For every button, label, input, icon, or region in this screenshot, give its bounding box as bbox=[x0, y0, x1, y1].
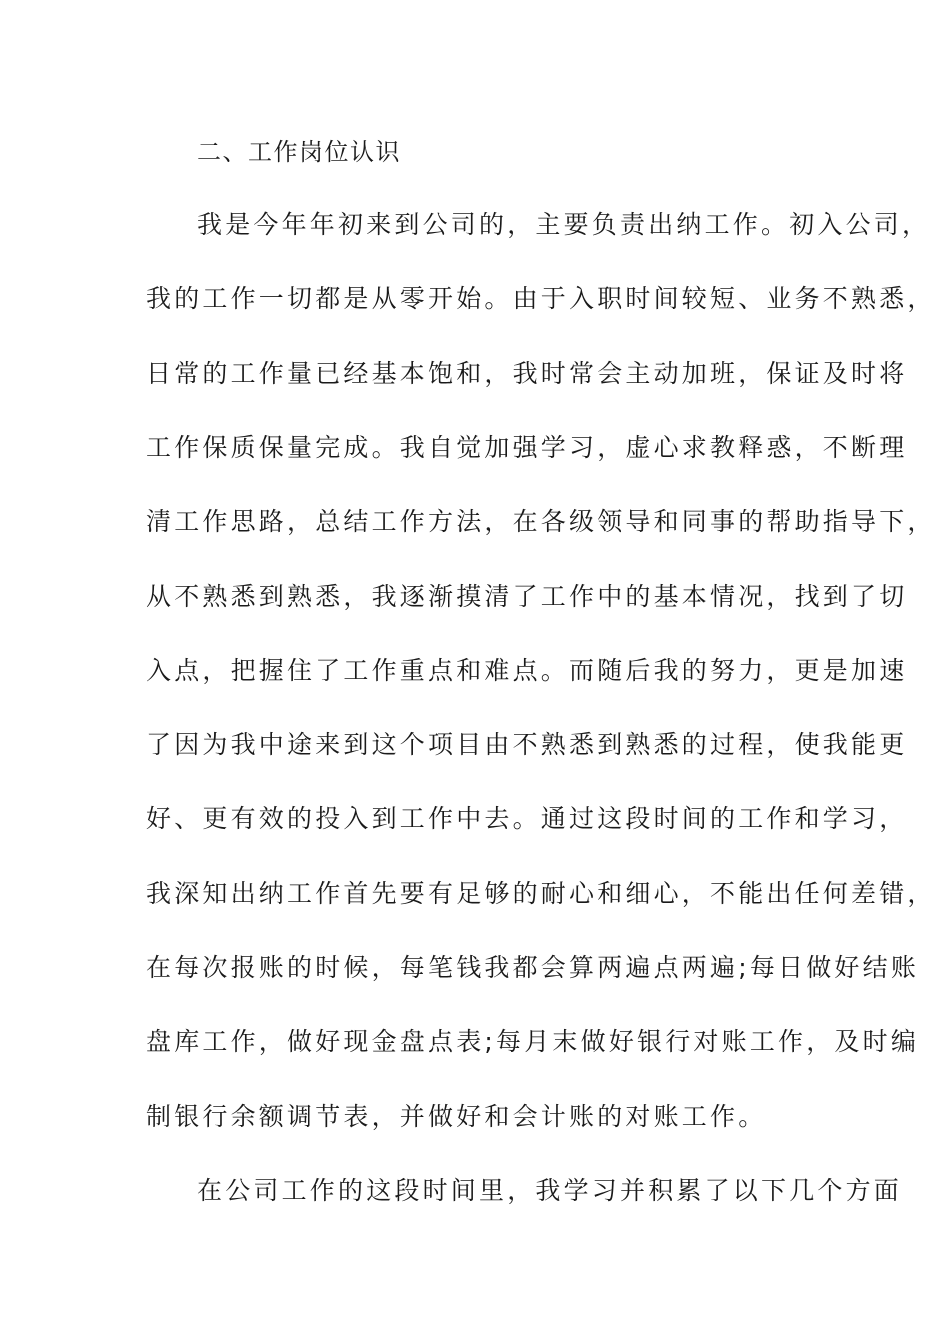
paragraph-line: 制银行余额调节表，并做好和会计账的对账工作。 bbox=[146, 1102, 767, 1131]
paragraph-line: 了因为我中途来到这个项目由不熟悉到熟悉的过程，使我能更 bbox=[146, 730, 908, 759]
paragraph-line: 从不熟悉到熟悉，我逐渐摸清了工作中的基本情况，找到了切 bbox=[146, 582, 908, 611]
section-heading: 二、工作岗位认识 bbox=[197, 138, 401, 166]
paragraph-line: 盘库工作，做好现金盘点表;每月末做好银行对账工作，及时编 bbox=[146, 1027, 920, 1056]
paragraph-line: 我深知出纳工作首先要有足够的耐心和细心，不能出任何差错， bbox=[146, 879, 936, 908]
paragraph-line: 工作保质保量完成。我自觉加强学习，虚心求教释惑，不断理 bbox=[146, 433, 908, 462]
paragraph-line: 好、更有效的投入到工作中去。通过这段时间的工作和学习， bbox=[146, 804, 908, 833]
paragraph-line: 在公司工作的这段时间里，我学习并积累了以下几个方面 bbox=[197, 1176, 903, 1205]
paragraph-line: 我是今年年初来到公司的，主要负责出纳工作。初入公司， bbox=[197, 210, 931, 239]
paragraph-line: 入点，把握住了工作重点和难点。而随后我的努力，更是加速 bbox=[146, 656, 908, 685]
paragraph-line: 清工作思路，总结工作方法，在各级领导和同事的帮助指导下， bbox=[146, 507, 936, 536]
paragraph-line: 在每次报账的时候，每笔钱我都会算两遍点两遍;每日做好结账 bbox=[146, 953, 920, 982]
paragraph-line: 日常的工作量已经基本饱和，我时常会主动加班，保证及时将 bbox=[146, 359, 908, 388]
paragraph-line: 我的工作一切都是从零开始。由于入职时间较短、业务不熟悉， bbox=[146, 284, 936, 313]
